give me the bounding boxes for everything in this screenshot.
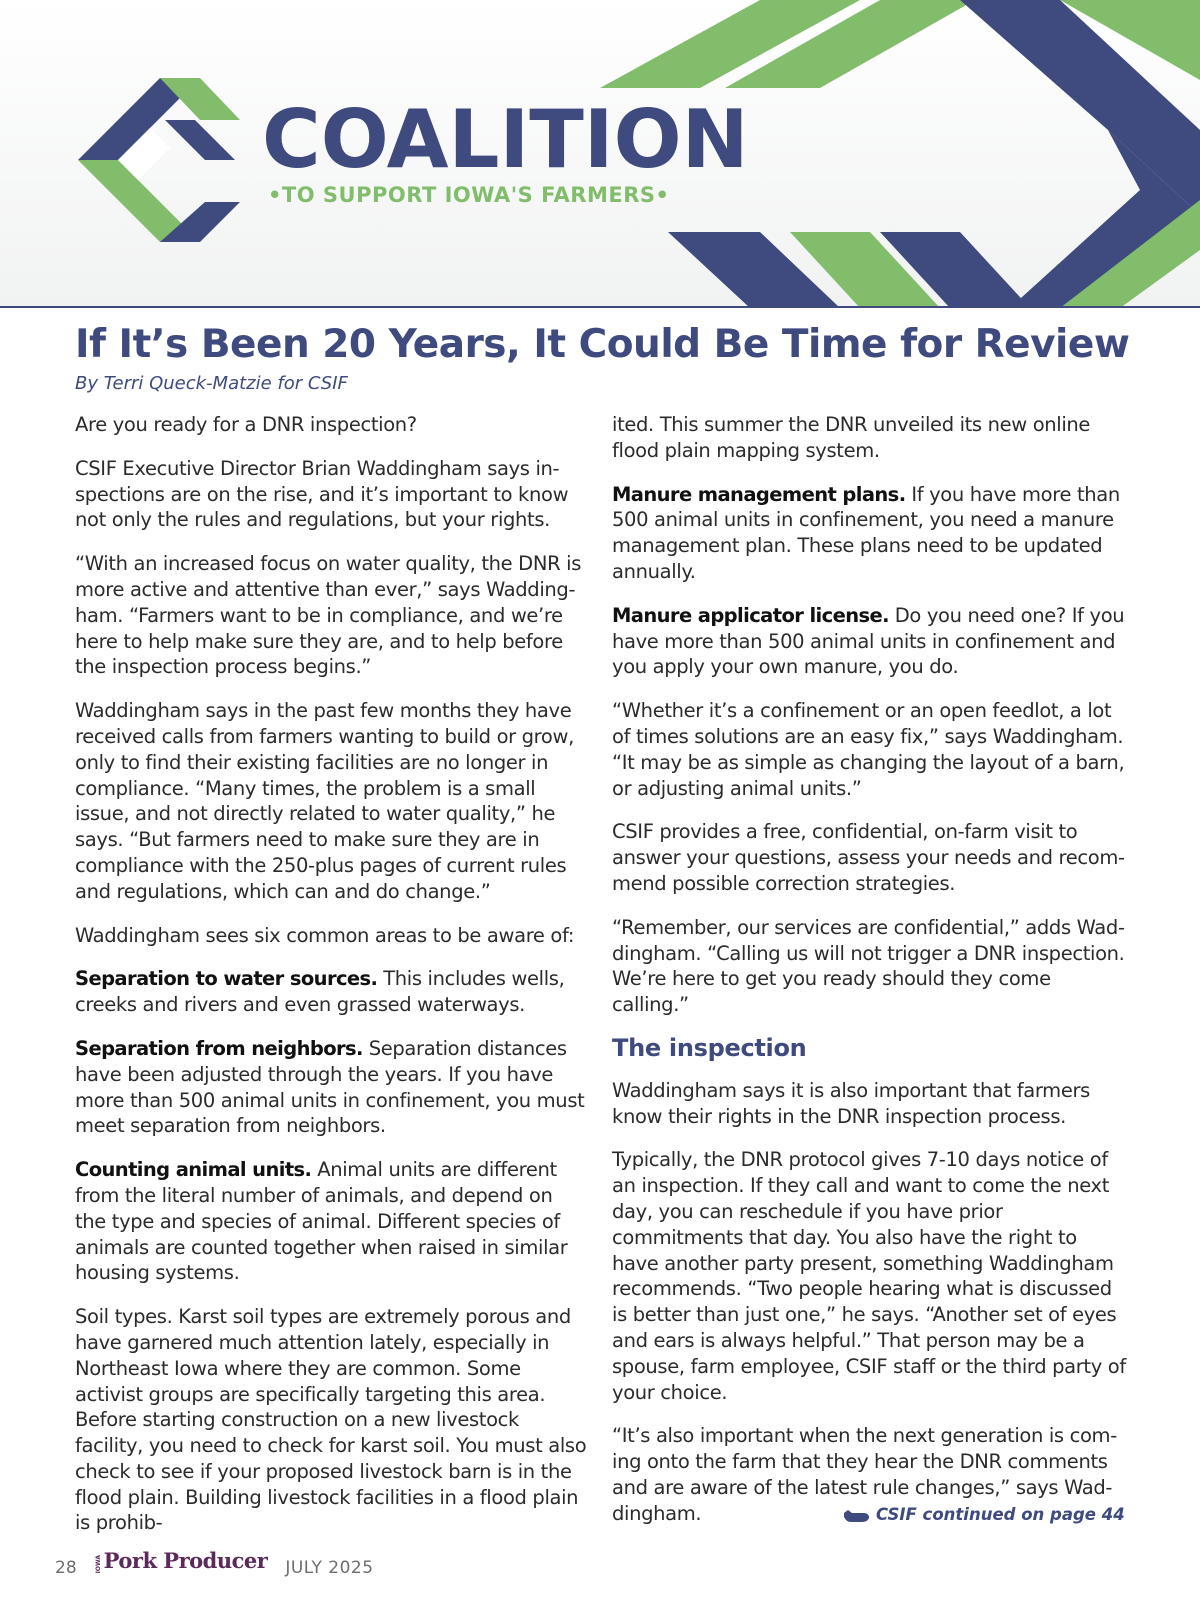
paragraph-lead-in: Separation from neighbors. [75, 1036, 363, 1060]
paragraph-text: Waddingham says in the past few months they have received calls from farmers wanting to build or grow, only to find their existing facilities are no longer in compliance. “Many times, the problem is a small issue, and not directly related to water quality,” he says. “But farmers need to make sure they are in compliance with the 250-plus pages of current rules and regulations, which can and do change.” [75, 699, 574, 903]
paragraph-text: Are you ready for a DNR inspection? [75, 413, 417, 436]
right-column-part-2 [612, 1078, 1128, 1527]
masthead-banner [0, 0, 1200, 308]
right-column-part-1 [612, 412, 1128, 1018]
paragraph-text: CSIF provides a free, confidential, on-farm visit to answer your questions, assess your needs and recommend possible correction strategies. [612, 820, 1126, 895]
article-paragraph [612, 698, 1128, 801]
paragraph-lead-in: Separation to water sources. [75, 967, 378, 991]
left-column [75, 412, 587, 1554]
article-paragraph [612, 482, 1128, 585]
paragraph-text: “With an increased focus on water quality, the DNR is more active and attentive than ever,” says Waddingham. “Farmers want to be in compliance, and we’re here to help make sure they are, and to help before the inspection process begins.” [75, 552, 582, 679]
article-paragraph [612, 603, 1128, 680]
paragraph-text: This includes wells, creeks and rivers and even grassed waterways. [75, 967, 565, 1017]
article-paragraph [75, 1304, 587, 1536]
article-paragraph [612, 1147, 1128, 1405]
article-paragraph [75, 698, 587, 904]
publication-name: Pork Producer [103, 1548, 268, 1573]
paragraph-text: ited. This summer the DNR unveiled its new online flood plain mapping system. [612, 413, 1091, 462]
article-paragraph [75, 1157, 587, 1286]
logo-title: COALITION [262, 93, 749, 186]
paragraph-lead-in: Manure management plans. [612, 482, 906, 506]
paragraph-text: Animal units are different from the literal number of animals, and depend on the type and species of animal. Different species of animals are counted together when raised in similar housing systems. [75, 1158, 568, 1285]
paragraph-text: CSIF Executive Director Brian Waddingham says inspections are on the rise, and it’s important to know not only the rules and regulations, but your rights. [75, 456, 569, 532]
page-number: 28 [55, 1558, 77, 1578]
issue-date: JULY 2025 [285, 1558, 374, 1578]
paragraph-text: “It’s also important when the next generation is coming onto the farm that they hear the DNR comments and are aware of the latest rule changes,” says Waddingham. [612, 1424, 1118, 1525]
section-subhead: The inspection [612, 1033, 807, 1062]
article-paragraph [612, 915, 1128, 1018]
article-paragraph [75, 456, 587, 533]
paragraph-lead-in: Counting animal units. [75, 1158, 312, 1182]
paragraph-text: Waddingham sees six common areas to be aware of: [75, 923, 575, 947]
publication-logo [95, 1548, 268, 1573]
paragraph-text: Separation distances have been adjusted through the years. If you have more than 500 animal units in confinement, you must meet separation from neighbors. [75, 1036, 585, 1138]
right-column [612, 412, 1128, 1544]
pig-icon [842, 1507, 870, 1523]
continued-jump [842, 1505, 1125, 1524]
paragraph-text: Soil types. Karst soil types are extremely porous and have garnered much attention lately, especially in Northeast Iowa where they are common. Some activist groups are specifically targeting this area. Before starting construction on a new livestock facility, you need to check for karst soil. You must also check to see if your proposed livestock barn is in the flood plain. Building livestock facilities in a flood plain is prohib- [75, 1305, 587, 1535]
banner-divider [0, 306, 1200, 308]
article-paragraph [75, 966, 587, 1018]
article-paragraph [75, 1036, 587, 1139]
article-paragraph [612, 1078, 1128, 1130]
coalition-logo-mark [78, 78, 240, 242]
paragraph-text: “Whether it’s a confinement or an open feedlot, a lot of times solutions are an easy fix,” says Waddingham. “It may be as simple as changing the layout of a barn, or adjusting animal units.” [612, 699, 1125, 800]
publication-logo-iowa: IOWA [94, 1554, 102, 1573]
article-paragraph [75, 412, 587, 438]
article-headline: If It’s Been 20 Years, It Could Be Time for Review [75, 322, 1130, 367]
article-paragraph [612, 819, 1128, 896]
continued-text: CSIF continued on page 44 [876, 1505, 1125, 1524]
paragraph-lead-in: Manure applicator license. [612, 603, 889, 627]
paragraph-text: “Remember, our services are confidential,” adds Waddingham. “Calling us will not trigger a DNR inspection. We’re here to get you ready should they come calling.” [612, 915, 1125, 1017]
paragraph-text: Do you need one? If you have more than 500 animal units in confinement and you apply your own manure, you do. [612, 603, 1125, 679]
paragraph-text: Waddingham says it is also important that farmers know their rights in the DNR inspection process. [612, 1078, 1090, 1128]
article-paragraph [75, 551, 587, 680]
article-byline: By Terri Queck-Matzie for CSIF [75, 373, 348, 394]
article-paragraph [612, 412, 1128, 464]
paragraph-text: Typically, the DNR protocol gives 7-10 days notice of an inspection. If they call and want to come the next day, you can reschedule if you have prior commitments that day. You also have the right to have another party present, something Waddingham recommends. “Two people hearing what is discussed is better than just one,” he says. “Another set of eyes and ears is always helpful.” That person may be a spouse, farm employee, CSIF staff or the third party of your choice. [612, 1148, 1126, 1404]
article-paragraph [75, 923, 587, 949]
logo-tagline: •TO SUPPORT IOWA'S FARMERS• [268, 183, 670, 207]
page-footer [55, 1548, 374, 1578]
paragraph-text: If you have more than 500 animal units in confinement, you need a manure management plan. These plans need to be updated annually. [612, 482, 1120, 583]
